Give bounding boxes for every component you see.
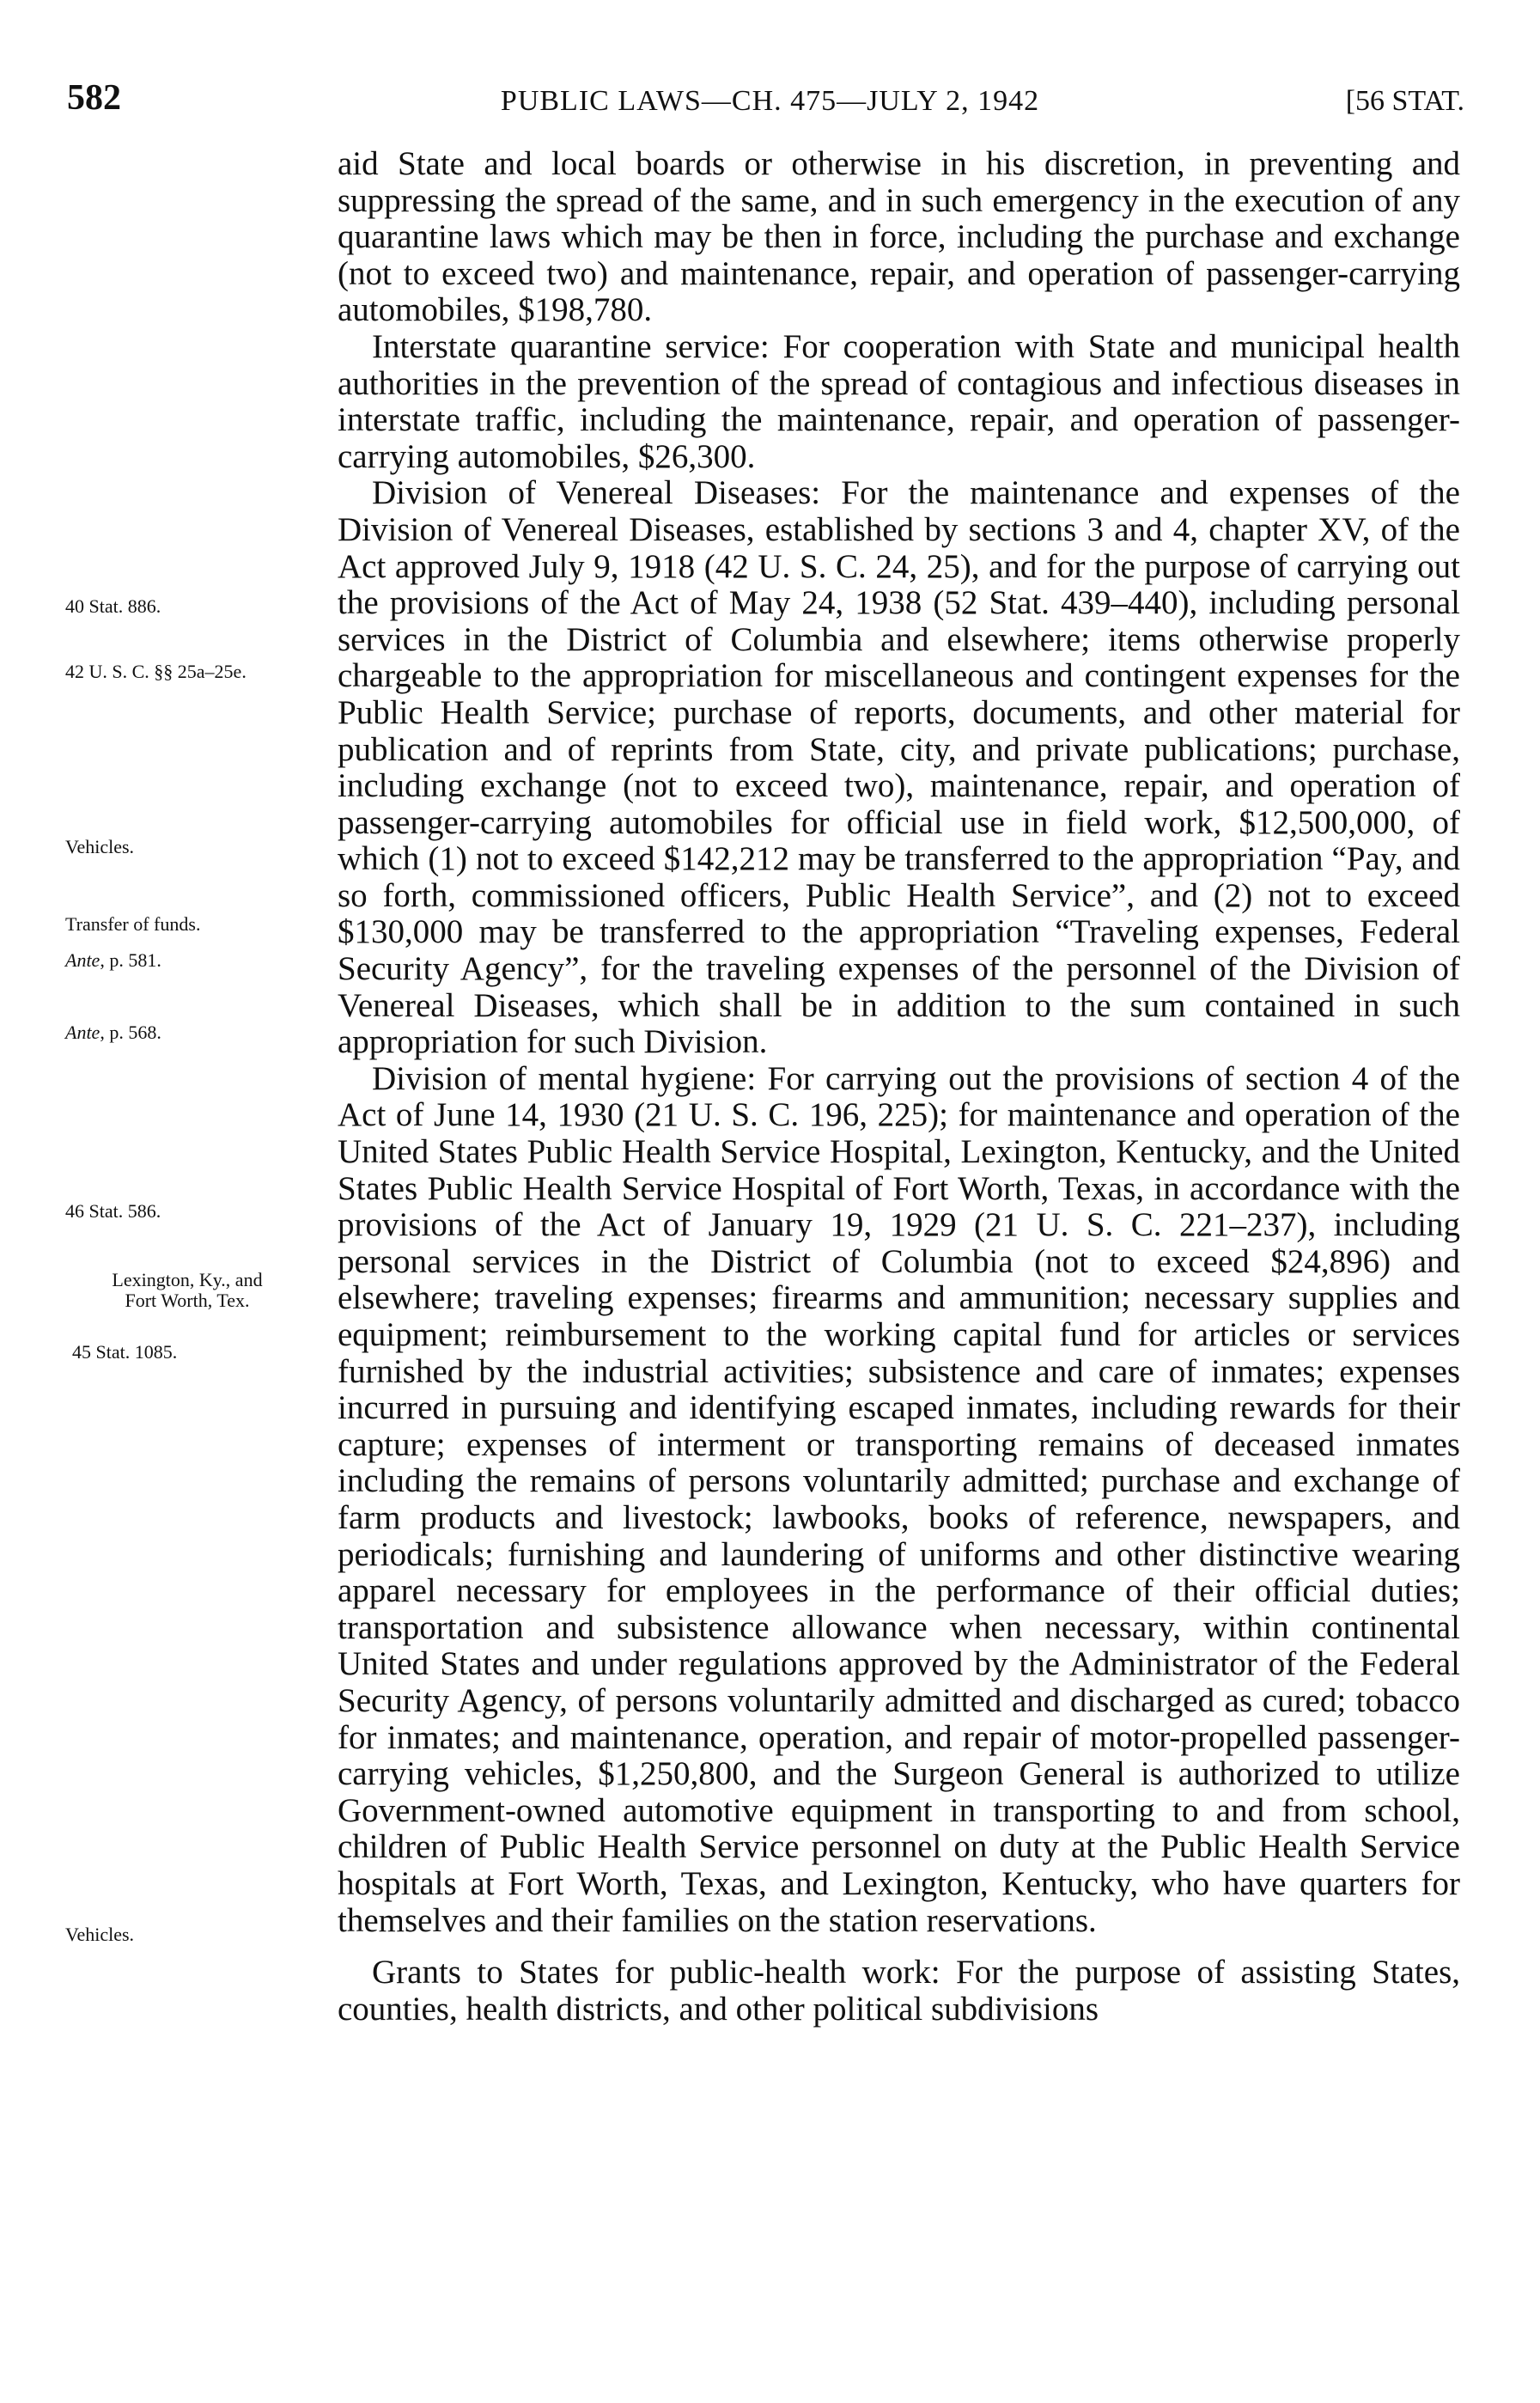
paragraph-mental-hygiene: Division of mental hygiene: For carrying out the provisions of section 4 of the Act of June 14, 1930 (21 U. S. C. 196, 225); for maintenance and operation of the United States Public Health Service Hospital, Lexington, Kentucky, and the United States Public Health Service Hospital of Fort Worth, Texas, in accordance with the provisions of the Act of January 19, 1929 (21 U. S. C. 221–237), including personal services in the District of Columbia (not to exceed $24,896) and elsewhere; traveling expenses; firearms and ammunition; necessary supplies and equipment; reimbursement to the working capital fund for articles or services furnished by the industrial activities; subsistence and care of inmates; expenses incurred in pursuing and identifying escaped inmates, including rewards for their capture; expenses of interment or transporting remains of deceased inmates including the remains of persons voluntarily admitted; purchase and exchange of farm products and livestock; lawbooks, books of reference, newspapers, and periodicals; furnishing and laundering of uniforms and other distinctive wearing apparel necessary for employees in the performance of their official duties; transportation and subsistence allowance when necessary, within continental United States and under regulations approved by the Administrator of the Federal Security Agency, of persons voluntarily admitted and discharged as cured; tobacco for inmates; and maintenance, operation, and repair of motor-propelled passenger-carrying vehicles, $1,250,800, and the Surgeon General is authorized to utilize Government-owned automotive equipment in transporting to and from school, children of Public Health Service personnel on duty at the Public Health Service hospitals at Fort Worth, Texas, and Lexington, Kentucky, who have quarters for themselves and their families on the station reservations. bbox=[338, 1059, 1460, 1939]
paragraph-quarantine-cont: aid State and local boards or otherwise in his discretion, in preventing and suppressing the spread of the same, and in such emergency in the execution of any quarantine laws which may be then in force, including the purchase and exchange (not to exceed two) and maintenance, repair, and operation of passenger-carrying automobiles, $198,780. bbox=[338, 145, 1460, 329]
ante-page: , p. 581. bbox=[100, 949, 161, 971]
paragraph-grants-to-states: Grants to States for public-health work: For the purpose of assisting States, counties, health districts, and other political subdivisions bbox=[338, 1954, 1460, 2028]
margin-note-vehicles-2: Vehicles. bbox=[65, 1924, 135, 1945]
paragraph-gap bbox=[338, 1939, 1460, 1955]
margin-note-lexington-line2: Fort Worth, Tex. bbox=[125, 1290, 250, 1311]
margin-note-42-usc: 42 U. S. C. §§ 25a–25e. bbox=[65, 661, 247, 682]
margin-note-ante-581 bbox=[65, 950, 323, 971]
margin-note-lexington bbox=[58, 1270, 316, 1311]
running-head: PUBLIC LAWS—CH. 475—JULY 2, 1942 bbox=[500, 85, 1040, 117]
volume-reference: [56 STAT. bbox=[1345, 85, 1464, 117]
margin-note-lexington-line1: Lexington, Ky., and bbox=[112, 1269, 263, 1290]
body-text bbox=[338, 146, 1460, 2028]
margin-note-40-stat-886: 40 Stat. 886. bbox=[65, 595, 161, 617]
margin-note-ante-568 bbox=[65, 1022, 323, 1043]
paragraph-venereal-diseases: Division of Venereal Diseases: For the maintenance and expenses of the Division of Venereal Diseases, established by sections 3 and 4, chapter XV, of the Act approved July 9, 1918 (42 U. S. C. 24, 25), and for the purpose of carrying out the provisions of the Act of May 24, 1938 (52 Stat. 439–440), including personal services in the District of Columbia and elsewhere; items otherwise properly chargeable to the appropriation for miscellaneous and contingent expenses for the Public Health Service; purchase of reports, documents, and other material for publication and of reprints from State, city, and private publications; purchase, including exchange (not to exceed two), maintenance, repair, and operation of passenger-carrying automobiles for official use in field work, $12,500,000, of which (1) not to exceed $142,212 may be transferred to the appropriation “Pay, and so forth, commissioned officers, Public Health Service”, and (2) not to exceed $130,000 may be transferred to the appropriation “Traveling expenses, Federal Security Agency”, for the traveling expenses of the personnel of the Division of Venereal Diseases, which shall be in addition to the sum contained in such appropriation for such Division. bbox=[338, 474, 1460, 1061]
ante-italic: Ante bbox=[65, 1022, 100, 1043]
page-number: 582 bbox=[67, 78, 121, 118]
paragraph-interstate-quarantine: Interstate quarantine service: For cooperation with State and municipal health authorities in the prevention of the spread of contagious and infectious diseases in interstate traffic, including the maintenance, repair, and operation of passenger-carrying automobiles, $26,300. bbox=[338, 327, 1460, 475]
margin-note-vehicles: Vehicles. bbox=[65, 836, 135, 857]
ante-italic: Ante bbox=[65, 949, 100, 971]
margin-note-46-stat-586: 46 Stat. 586. bbox=[65, 1200, 161, 1222]
ante-page: , p. 568. bbox=[100, 1022, 161, 1043]
margin-note-transfer-of-funds: Transfer of funds. bbox=[65, 913, 201, 935]
margin-note-45-stat-1085: 45 Stat. 1085. bbox=[72, 1341, 178, 1363]
